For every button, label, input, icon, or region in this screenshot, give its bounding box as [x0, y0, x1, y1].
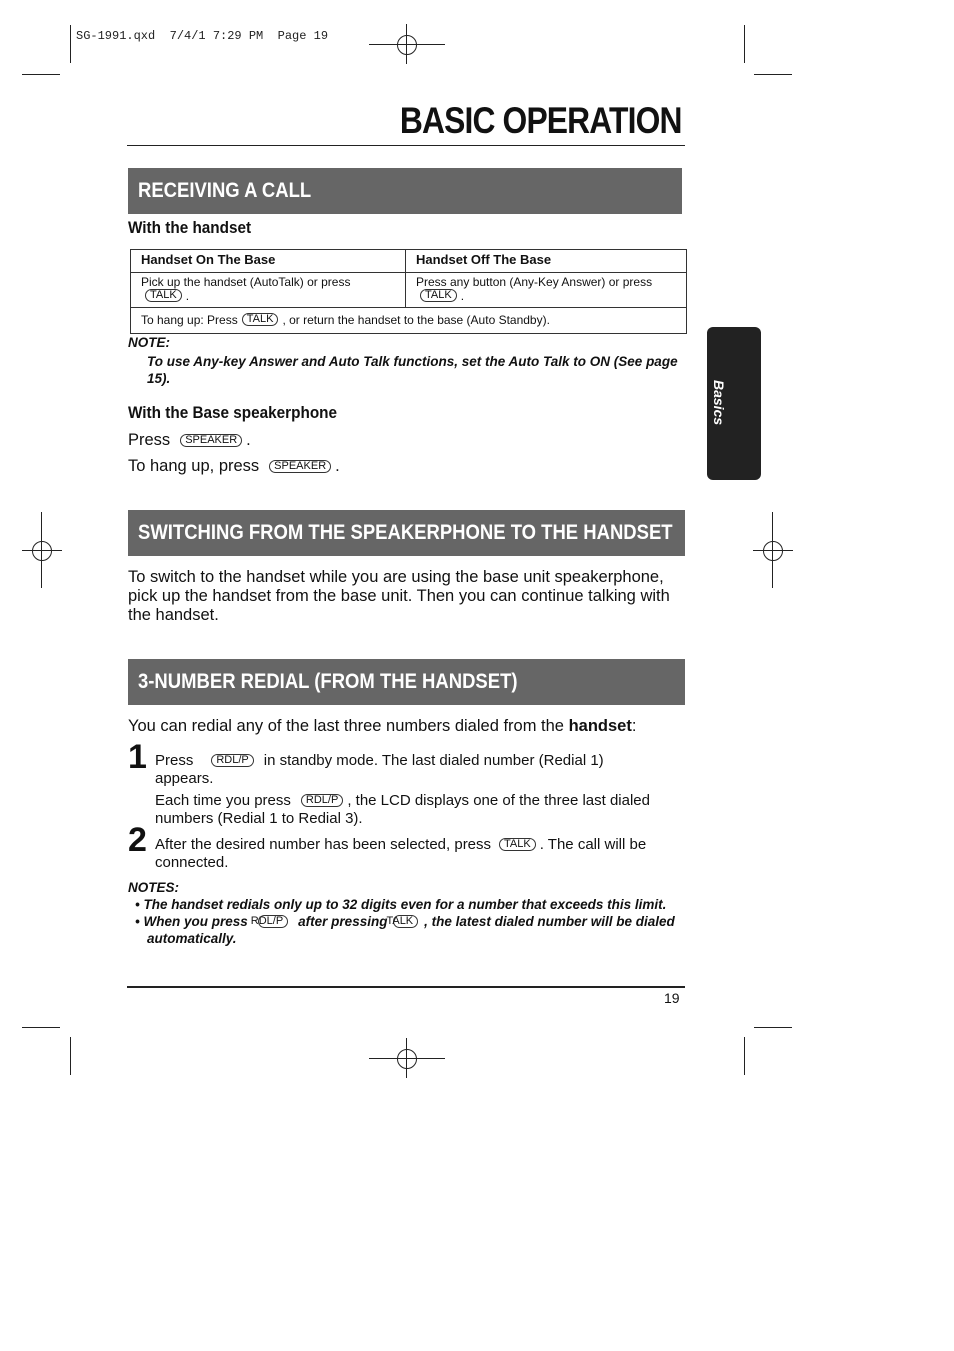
talk-key-icon: TALK: [420, 289, 457, 302]
note-2-a: When you press: [143, 914, 248, 929]
section-header-redial-label: 3-NUMBER REDIAL (FROM THE HANDSET): [138, 670, 518, 693]
talk-key-icon: TALK: [145, 289, 182, 302]
title-rule: [127, 145, 685, 146]
note-2-b: after pressing: [298, 914, 388, 929]
step-1-a: Press: [155, 752, 194, 769]
redial-key-icon: RDL/P: [258, 915, 288, 928]
crop-mark: [754, 1027, 792, 1028]
printer-slug: SG-1991.qxd 7/4/1 7:29 PM Page 19: [76, 29, 329, 43]
crop-mark: [744, 1037, 745, 1075]
handset-table: [130, 249, 687, 334]
section-header-receiving-label: RECEIVING A CALL: [138, 179, 312, 202]
subheading-handset: With the handset: [128, 218, 252, 237]
notes-label: NOTES:: [128, 880, 180, 895]
hangup-end: .: [335, 457, 340, 475]
speaker-key-icon: SPEAKER: [269, 460, 331, 473]
table-header-off-base: [406, 250, 687, 273]
crop-mark: [744, 25, 745, 63]
cell-text: Pick up the handset (AutoTalk) or press: [141, 275, 351, 289]
page-title: BASIC OPERATION: [400, 100, 682, 141]
page-number: 19: [664, 990, 680, 1006]
step-1-d: , the LCD displays one of the three last dialed numbers (Redial 1 to Redial 3).: [155, 792, 650, 827]
crop-mark: [70, 1037, 71, 1075]
table-header-on-base-label: Handset On The Base: [141, 252, 276, 267]
cell-text-end: .: [185, 289, 190, 303]
step-1-c: Each time you press: [155, 792, 291, 809]
speaker-key-icon: SPEAKER: [180, 434, 242, 447]
crop-mark: [22, 1027, 60, 1028]
switching-body: To switch to the handset while you are using the base unit speakerphone, pick up the handset from the base unit. Then you can continue talking with the handset.: [128, 568, 670, 624]
hangup-speaker-line: [128, 457, 340, 476]
note-bullet-1: • The handset redials only up to 32 digits even for a number that exceeds this limit.: [135, 897, 667, 912]
redial-intro-bold: handset: [568, 717, 632, 735]
section-header-redial: [128, 659, 685, 705]
talk-key-icon: TALK: [242, 313, 279, 326]
table-cell-hangup: [131, 308, 687, 334]
note-label: NOTE:: [128, 335, 170, 350]
table-header-off-base-label: Handset Off The Base: [416, 252, 552, 267]
cell-text: Press any button (Any-Key Answer) or press: [416, 275, 653, 289]
note-1-text: The handset redials only up to 32 digits even for a number that exceeds this limit.: [143, 897, 667, 912]
redial-intro-text: You can redial any of the last three numbers dialed from the: [128, 717, 564, 735]
step-2-a: After the desired number has been selected, press: [155, 836, 492, 853]
step-1-more-text: [155, 792, 675, 828]
step-2-text: [155, 836, 695, 872]
step-1-b: in standby mode. The last dialed number (Redial 1) appears.: [155, 752, 604, 787]
table-cell-off-base: [406, 273, 687, 308]
press-speaker-line: [128, 431, 251, 450]
crop-mark: [70, 25, 71, 63]
table-cell-on-base: [131, 273, 406, 308]
redial-key-icon: RDL/P: [301, 794, 343, 807]
note-bullet-2: • When you press RDL/P after pressingTALK , the latest dialed number will be dialed automatically.: [135, 914, 675, 946]
step-1-text: [155, 752, 655, 788]
press-text: Press: [128, 431, 171, 449]
table-header-on-base: [131, 250, 406, 273]
redial-intro: [128, 717, 636, 736]
section-header-switching: [128, 510, 685, 556]
redial-intro-end: :: [631, 717, 637, 735]
subheading-base-speakerphone: With the Base speakerphone: [128, 403, 338, 422]
registration-mark: [22, 512, 62, 588]
crop-mark: [22, 74, 60, 75]
cell-text-end: , or return the handset to the base (Auto Standby).: [282, 313, 550, 327]
cell-text: To hang up: Press: [141, 313, 238, 327]
cell-text-end: .: [460, 289, 465, 303]
registration-mark: [753, 512, 793, 588]
section-header-receiving: [128, 168, 682, 214]
press-end: .: [246, 431, 251, 449]
step-2-b: . The call will be connected.: [155, 836, 647, 871]
step-number-2: 2: [128, 821, 147, 859]
note-2-c: , the latest dialed number will be dialed automatically.: [147, 914, 675, 946]
crop-mark: [754, 74, 792, 75]
side-tab-label: Basics: [711, 380, 727, 426]
registration-mark: [369, 24, 445, 64]
section-header-switching-label: SWITCHING FROM THE SPEAKERPHONE TO THE HANDSET: [138, 521, 673, 544]
registration-mark: [369, 1038, 445, 1078]
note-text: To use Any-key Answer and Auto Talk functions, set the Auto Talk to ON (See page 15).: [147, 354, 678, 386]
talk-key-icon: TALK: [393, 915, 418, 928]
talk-key-icon: TALK: [499, 838, 536, 851]
step-number-1: 1: [128, 738, 147, 776]
redial-key-icon: RDL/P: [211, 754, 253, 767]
footer-rule: [127, 986, 685, 988]
hangup-text: To hang up, press: [128, 457, 260, 475]
